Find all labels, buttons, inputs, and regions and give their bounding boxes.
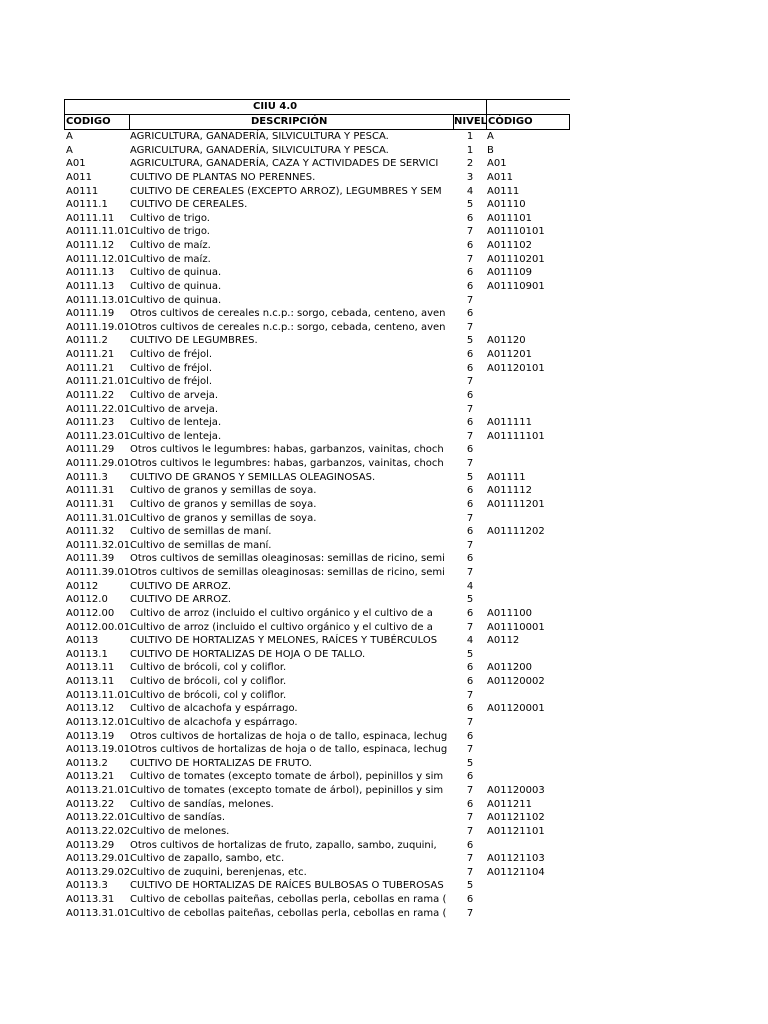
row-description: Cultivo de trigo. <box>130 226 210 238</box>
row-code2: A01110901 <box>487 280 545 292</box>
row-code2: A011200 <box>487 662 533 674</box>
table-row <box>64 743 570 757</box>
row-level: 7 <box>466 744 474 756</box>
ciiu-title: CIIU 4.0 <box>253 101 298 112</box>
row-description: Cultivo de melones. <box>130 825 230 837</box>
row-code: A0111.12 <box>66 240 115 251</box>
row-description: Cultivo de brócoli, col y coliflor. <box>130 689 287 701</box>
row-description: Cultivo de alcachofa y espárrago. <box>130 716 298 728</box>
row-description: Otros cultivos de semillas oleaginosas: semillas de ricino, semi <box>130 567 445 578</box>
table-row <box>64 621 570 635</box>
header-divider <box>486 115 487 129</box>
row-level: 6 <box>466 526 474 538</box>
row-description: Cultivo de trigo. <box>130 212 210 224</box>
row-description: Cultivo de semillas de maní. <box>130 539 272 551</box>
table-row <box>64 634 570 648</box>
row-code: A01 <box>66 158 86 170</box>
row-code: A0111.11 <box>66 212 115 224</box>
row-code2: A011101 <box>487 212 533 224</box>
row-description: Cultivo de arroz (incluido el cultivo orgánico y el cultivo de a <box>130 621 433 633</box>
row-code: A0113.12 <box>66 703 115 715</box>
row-description: Cultivo de quinua. <box>130 294 222 306</box>
row-code2: A011102 <box>487 240 533 251</box>
table-row <box>64 512 570 526</box>
table-row <box>64 689 570 703</box>
row-description: CULTIVO DE HORTALIZAS Y MELONES, RAÍCES Y TUBÉRCULOS <box>130 635 438 647</box>
row-description: Cultivo de sandías. <box>130 812 226 824</box>
row-code: A0111.21.01 <box>66 376 130 388</box>
row-description: Cultivo de granos y semillas de soya. <box>130 485 317 497</box>
row-level: 6 <box>466 553 474 565</box>
row-code: A0111.13 <box>66 267 115 279</box>
row-code: A0111.31 <box>66 498 115 510</box>
row-description: Cultivo de tomates (excepto tomate de árbol), pepinillos y sim <box>130 771 444 783</box>
row-code: A0111.3 <box>66 471 108 483</box>
row-code2: A011201 <box>487 349 533 360</box>
table-row <box>64 839 570 853</box>
row-level: 6 <box>466 308 474 320</box>
table-row <box>64 348 570 362</box>
table-row <box>64 539 570 553</box>
table-row <box>64 362 570 376</box>
table-row <box>64 566 570 580</box>
row-code2: A011211 <box>487 798 533 810</box>
table-row <box>64 212 570 226</box>
row-code2: A01111 <box>487 471 526 483</box>
row-description: Cultivo de brócoli, col y coliflor. <box>130 676 287 687</box>
row-description: Cultivo de maíz. <box>130 253 211 265</box>
row-level: 6 <box>466 498 474 510</box>
row-level: 6 <box>466 280 474 292</box>
row-level: 7 <box>466 689 474 701</box>
row-code: A0113.22.01 <box>66 812 130 824</box>
row-code2: A01120002 <box>487 676 545 687</box>
row-code: A0113.12.01 <box>66 716 130 728</box>
row-description: AGRICULTURA, GANADERÍA, CAZA Y ACTIVIDADES DE SERVICI <box>130 158 439 170</box>
table-row <box>64 403 570 417</box>
row-level: 3 <box>466 171 474 183</box>
table-row <box>64 593 570 607</box>
row-level: 7 <box>466 376 474 388</box>
row-code2: A01120 <box>487 335 526 347</box>
table-row <box>64 280 570 294</box>
row-code2: A01110201 <box>487 253 545 265</box>
row-description: CULTIVO DE CEREALES. <box>130 199 248 211</box>
row-level: 7 <box>466 458 474 469</box>
table-row <box>64 879 570 893</box>
row-level: 6 <box>466 444 474 456</box>
row-description: CULTIVO DE ARROZ. <box>130 580 232 592</box>
table-row <box>64 852 570 866</box>
row-description: CULTIVO DE GRANOS Y SEMILLAS OLEAGINOSAS. <box>130 471 376 483</box>
row-code: A0111 <box>66 185 99 197</box>
row-description: Otros cultivos de cereales n.c.p.: sorgo, cebada, centeno, aven <box>130 321 446 333</box>
table-row <box>64 457 570 471</box>
table-row <box>64 770 570 784</box>
row-code: A0111.23 <box>66 417 115 429</box>
row-level: 5 <box>466 471 474 483</box>
row-code: A0113.31.01 <box>66 907 130 919</box>
row-code2: A011 <box>487 171 513 183</box>
row-code: A0111.21 <box>66 362 115 374</box>
row-level: 6 <box>466 240 474 251</box>
table-row <box>64 716 570 730</box>
row-level: 6 <box>466 362 474 374</box>
col-header-codigo: CODIGO <box>66 116 111 127</box>
row-level: 7 <box>466 321 474 333</box>
row-code: A0113.29.01 <box>66 853 130 865</box>
row-level: 1 <box>466 131 474 142</box>
table-row <box>64 334 570 348</box>
row-code: A0111.39 <box>66 553 115 565</box>
row-description: Otros cultivos de cereales n.c.p.: sorgo, cebada, centeno, aven <box>130 308 446 320</box>
col-header-descripcion: DESCRIPCIÓN <box>251 116 328 127</box>
row-code: A0113.31 <box>66 894 115 905</box>
row-code: A0111.32.01 <box>66 539 130 551</box>
table-row <box>64 171 570 185</box>
row-description: Cultivo de granos y semillas de soya. <box>130 498 317 510</box>
row-level: 1 <box>466 144 474 156</box>
row-code: A0111.12.01 <box>66 253 130 265</box>
row-description: Cultivo de brócoli, col y coliflor. <box>130 662 287 674</box>
row-code: A <box>66 144 73 156</box>
table-row <box>64 294 570 308</box>
row-level: 6 <box>466 417 474 429</box>
table-row <box>64 702 570 716</box>
row-level: 6 <box>466 703 474 715</box>
row-description: AGRICULTURA, GANADERÍA, SILVICULTURA Y PESCA. <box>130 144 389 156</box>
row-level: 6 <box>466 389 474 401</box>
table-row <box>64 811 570 825</box>
row-code: A0111.13.01 <box>66 294 130 306</box>
row-description: CULTIVO DE ARROZ. <box>130 594 232 606</box>
row-code: A0111.32 <box>66 526 115 538</box>
row-description: Otros cultivos de hortalizas de hoja o de tallo, espinaca, lechug <box>130 744 448 756</box>
row-level: 7 <box>466 226 474 238</box>
row-code2: A01120001 <box>487 703 545 715</box>
row-code: A0111.31 <box>66 485 115 497</box>
row-code: A0111.22 <box>66 389 115 401</box>
table-row <box>64 893 570 907</box>
row-level: 2 <box>466 158 474 170</box>
row-code: A0111.13 <box>66 280 115 292</box>
table-row <box>64 471 570 485</box>
row-code: A0111.19 <box>66 308 115 320</box>
row-code2: A01121102 <box>487 812 545 824</box>
row-description: Otros cultivos de hortalizas de fruto, zapallo, sambo, zuquini, <box>130 839 437 851</box>
row-code: A0111.1 <box>66 199 108 211</box>
table-row <box>64 185 570 199</box>
row-level: 6 <box>466 839 474 851</box>
table-row <box>64 525 570 539</box>
header-row-columns <box>64 114 570 130</box>
row-level: 7 <box>466 812 474 824</box>
row-code2: A01 <box>487 158 507 170</box>
row-level: 7 <box>466 825 474 837</box>
row-level: 6 <box>466 607 474 619</box>
row-description: CULTIVO DE HORTALIZAS DE RAÍCES BULBOSAS O TUBEROSAS <box>130 880 444 892</box>
row-description: Cultivo de maíz. <box>130 240 211 251</box>
table-row <box>64 144 570 158</box>
row-level: 6 <box>466 676 474 687</box>
row-code2: A <box>487 131 494 142</box>
row-code2: A01121103 <box>487 853 545 865</box>
row-code: A0113.1 <box>66 648 108 660</box>
row-level: 6 <box>466 798 474 810</box>
row-level: 6 <box>466 485 474 497</box>
table-row <box>64 157 570 171</box>
row-description: Cultivo de zuquini, berenjenas, etc. <box>130 866 307 878</box>
row-description: Cultivo de alcachofa y espárrago. <box>130 703 298 715</box>
row-code2: A01110001 <box>487 621 545 633</box>
row-level: 7 <box>466 430 474 442</box>
table-row <box>64 130 570 144</box>
row-description: Cultivo de fréjol. <box>130 376 213 388</box>
row-code2: A0112 <box>487 635 520 647</box>
table-row <box>64 825 570 839</box>
table-row <box>64 866 570 880</box>
row-code: A0113.3 <box>66 880 108 892</box>
row-level: 7 <box>466 294 474 306</box>
row-code: A0113.2 <box>66 757 108 769</box>
table-row <box>64 266 570 280</box>
row-description: CULTIVO DE PLANTAS NO PERENNES. <box>130 171 316 183</box>
row-description: Cultivo de granos y semillas de soya. <box>130 512 317 524</box>
row-description: Cultivo de fréjol. <box>130 362 213 374</box>
row-code: A0113.29.02 <box>66 866 130 878</box>
row-code2: A01121101 <box>487 825 545 837</box>
row-code: A0113.22.02 <box>66 825 130 837</box>
row-code2: A01121104 <box>487 866 545 878</box>
table-row <box>64 730 570 744</box>
row-code2: A01120003 <box>487 785 545 796</box>
row-level: 7 <box>466 716 474 728</box>
row-level: 5 <box>466 594 474 606</box>
spreadsheet-table <box>64 99 570 920</box>
row-code: A0111.29 <box>66 444 115 456</box>
row-description: Cultivo de arveja. <box>130 403 219 415</box>
row-level: 7 <box>466 866 474 878</box>
table-row <box>64 580 570 594</box>
table-row <box>64 907 570 921</box>
table-row <box>64 443 570 457</box>
table-row <box>64 675 570 689</box>
table-body <box>64 130 570 920</box>
row-code: A0112.00 <box>66 607 115 619</box>
row-level: 7 <box>466 853 474 865</box>
row-level: 7 <box>466 621 474 633</box>
row-description: Otros cultivos de semillas oleaginosas: semillas de ricino, semi <box>130 553 445 565</box>
table-row <box>64 225 570 239</box>
row-description: CULTIVO DE LEGUMBRES. <box>130 335 258 347</box>
header-divider <box>486 100 487 114</box>
row-level: 5 <box>466 199 474 211</box>
row-description: Cultivo de fréjol. <box>130 349 213 360</box>
row-level: 6 <box>466 662 474 674</box>
row-description: Cultivo de zapallo, sambo, etc. <box>130 853 285 865</box>
row-code2: A01111101 <box>487 430 545 442</box>
row-code2: A011111 <box>487 417 533 429</box>
table-row <box>64 253 570 267</box>
row-code: A0113.19.01 <box>66 744 130 756</box>
row-code: A0113 <box>66 635 99 647</box>
row-level: 5 <box>466 757 474 769</box>
row-code: A0111.21 <box>66 349 115 360</box>
row-description: Otros cultivos de hortalizas de hoja o de tallo, espinaca, lechug <box>130 730 448 742</box>
row-level: 5 <box>466 880 474 892</box>
row-code: A0113.11 <box>66 676 115 687</box>
row-description: CULTIVO DE CEREALES (EXCEPTO ARROZ), LEGUMBRES Y SEM <box>130 185 442 197</box>
table-row <box>64 498 570 512</box>
row-level: 4 <box>466 185 474 197</box>
row-code: A0111.31.01 <box>66 512 130 524</box>
row-code: A0112.0 <box>66 594 108 606</box>
row-level: 4 <box>466 635 474 647</box>
row-level: 7 <box>466 253 474 265</box>
header-row-title <box>64 99 570 114</box>
row-level: 7 <box>466 512 474 524</box>
row-description: Cultivo de cebollas paiteñas, cebollas perla, cebollas en rama ( <box>130 907 447 919</box>
row-code2: A0111 <box>487 185 520 197</box>
row-description: CULTIVO DE HORTALIZAS DE FRUTO. <box>130 757 312 769</box>
row-level: 6 <box>466 730 474 742</box>
row-description: Cultivo de quinua. <box>130 280 222 292</box>
row-code2: A01120101 <box>487 362 545 374</box>
row-code: A0112.00.01 <box>66 621 130 633</box>
table-row <box>64 607 570 621</box>
row-code: A0111.11.01 <box>66 226 130 238</box>
table-row <box>64 484 570 498</box>
row-code2: A011109 <box>487 267 533 279</box>
row-level: 7 <box>466 567 474 578</box>
table-row <box>64 552 570 566</box>
row-code: A0112 <box>66 580 99 592</box>
row-description: Cultivo de arroz (incluido el cultivo orgánico y el cultivo de a <box>130 607 433 619</box>
row-level: 7 <box>466 539 474 551</box>
row-code: A <box>66 131 73 142</box>
row-description: Cultivo de semillas de maní. <box>130 526 272 538</box>
row-code: A0113.19 <box>66 730 115 742</box>
row-code: A0113.21 <box>66 771 115 783</box>
row-level: 6 <box>466 267 474 279</box>
row-level: 5 <box>466 335 474 347</box>
row-description: Cultivo de quinua. <box>130 267 222 279</box>
row-description: CULTIVO DE HORTALIZAS DE HOJA O DE TALLO. <box>130 648 366 660</box>
row-description: Otros cultivos le legumbres: habas, garbanzos, vainitas, choch <box>130 458 444 469</box>
col-header-codigo2: CÓDIGO <box>488 116 533 127</box>
row-description: Cultivo de cebollas paiteñas, cebollas perla, cebollas en rama ( <box>130 894 447 905</box>
table-row <box>64 375 570 389</box>
row-description: Cultivo de arveja. <box>130 389 219 401</box>
row-code2: A01110 <box>487 199 526 211</box>
row-code2: A011100 <box>487 607 533 619</box>
row-code: A0111.29.01 <box>66 458 130 469</box>
row-level: 6 <box>466 894 474 905</box>
row-level: 6 <box>466 771 474 783</box>
table-row <box>64 784 570 798</box>
row-level: 7 <box>466 907 474 919</box>
row-code: A0111.19.01 <box>66 321 130 333</box>
table-row <box>64 648 570 662</box>
table-row <box>64 416 570 430</box>
row-code: A0111.22.01 <box>66 403 130 415</box>
row-description: Cultivo de lenteja. <box>130 430 222 442</box>
row-code2: A011112 <box>487 485 533 497</box>
row-level: 7 <box>466 785 474 796</box>
row-code: A0111.39.01 <box>66 567 130 578</box>
table-row <box>64 307 570 321</box>
row-level: 4 <box>466 580 474 592</box>
row-code2: A01111201 <box>487 498 545 510</box>
col-header-nivel: NIVEL <box>454 116 488 127</box>
row-level: 5 <box>466 648 474 660</box>
row-level: 6 <box>466 212 474 224</box>
row-code: A0113.11.01 <box>66 689 130 701</box>
table-row <box>64 661 570 675</box>
row-description: Otros cultivos le legumbres: habas, garbanzos, vainitas, choch <box>130 444 444 456</box>
row-code: A0113.21.01 <box>66 785 130 796</box>
table-row <box>64 798 570 812</box>
row-description: Cultivo de sandías, melones. <box>130 798 274 810</box>
row-code: A0113.29 <box>66 839 115 851</box>
row-code2: A01111202 <box>487 526 545 538</box>
table-row <box>64 321 570 335</box>
row-level: 6 <box>466 349 474 360</box>
row-code: A0111.23.01 <box>66 430 130 442</box>
row-code: A0113.11 <box>66 662 115 674</box>
row-description: Cultivo de tomates (excepto tomate de árbol), pepinillos y sim <box>130 785 444 796</box>
row-code: A0113.22 <box>66 798 115 810</box>
table-row <box>64 239 570 253</box>
row-description: AGRICULTURA, GANADERÍA, SILVICULTURA Y PESCA. <box>130 131 389 142</box>
table-row <box>64 757 570 771</box>
table-row <box>64 198 570 212</box>
row-level: 7 <box>466 403 474 415</box>
header-divider <box>129 115 130 129</box>
row-code: A011 <box>66 171 92 183</box>
row-code2: A01110101 <box>487 226 545 238</box>
row-code: A0111.2 <box>66 335 108 347</box>
row-code2: B <box>487 144 494 156</box>
row-description: Cultivo de lenteja. <box>130 417 222 429</box>
table-row <box>64 389 570 403</box>
table-row <box>64 430 570 444</box>
